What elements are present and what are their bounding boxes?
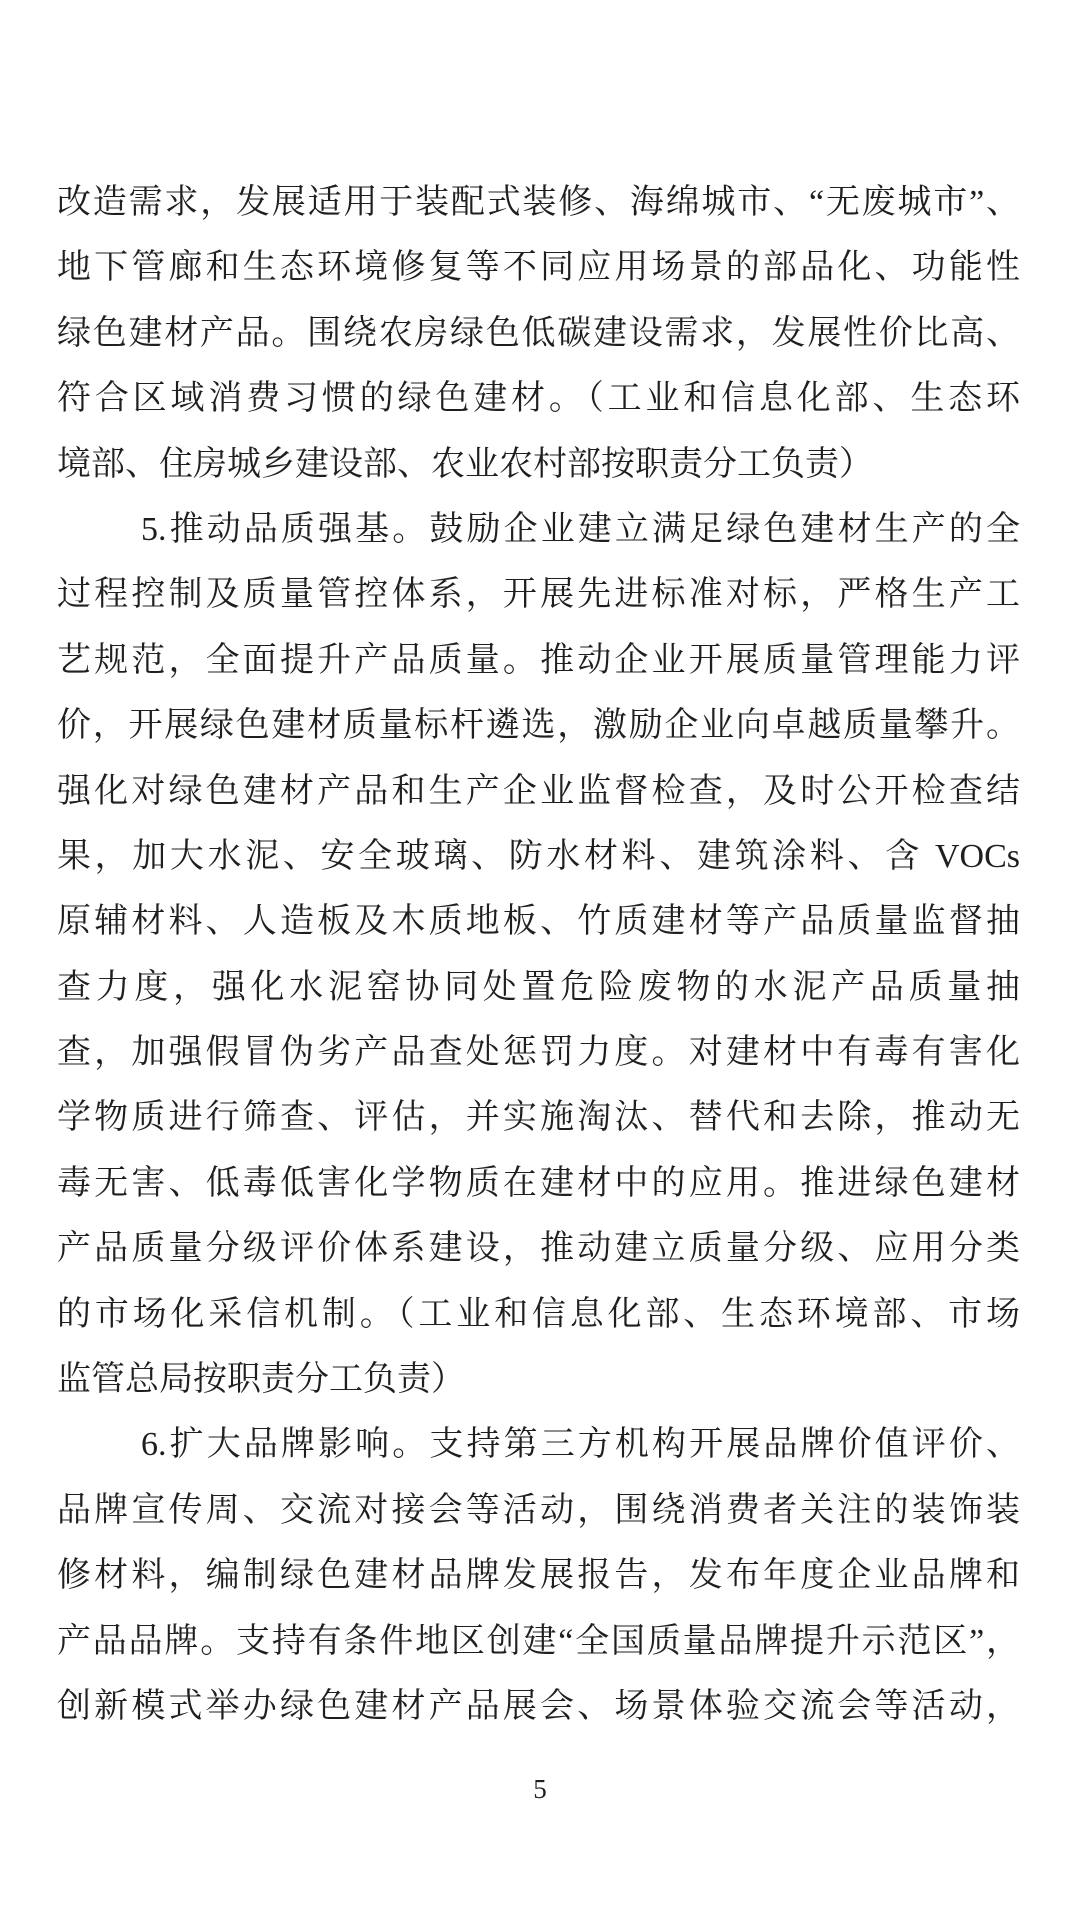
- text-line: 修材料，编制绿色建材品牌发展报告，发布年度企业品牌和: [57, 1557, 1020, 1595]
- text-line: 产品品牌。支持有条件地区创建“全国质量品牌提升示范区”，: [57, 1622, 1020, 1660]
- text-line: 查，加强假冒伪劣产品查处惩罚力度。对建材中有毒有害化: [57, 1034, 1020, 1072]
- text-line: 创新模式举办绿色建材产品展会、场景体验交流会等活动，: [57, 1687, 1020, 1725]
- page-number: 5: [533, 1774, 547, 1804]
- text-line: 品牌宣传周、交流对接会等活动，围绕消费者关注的装饰装: [57, 1491, 1020, 1529]
- text-line: 艺规范，全面提升产品质量。推动企业开展质量管理能力评: [57, 641, 1020, 679]
- text-line-item-6-start: 6.扩大品牌影响。支持第三方机构开展品牌价值评价、: [141, 1426, 1020, 1464]
- text-line: 果，加大水泥、安全玻璃、防水材料、建筑涂料、含 VOCs: [57, 837, 1020, 875]
- text-line: 的市场化采信机制。（工业和信息化部、生态环境部、市场: [57, 1295, 1020, 1333]
- text-line: 价，开展绿色建材质量标杆遴选，激励企业向卓越质量攀升。: [57, 707, 1020, 745]
- text-line: 境部、住房城乡建设部、农业农村部按职责分工负责）: [57, 445, 873, 483]
- text-line: 过程控制及质量管控体系，开展先进标准对标，严格生产工: [57, 576, 1020, 614]
- text-line: 绿色建材产品。围绕农房绿色低碳建设需求，发展性价比高、: [57, 314, 1020, 352]
- text-line: 地下管廊和生态环境修复等不同应用场景的部品化、功能性: [57, 249, 1020, 287]
- text-line: 改造需求，发展适用于装配式装修、海绵城市、“无废城市”、: [57, 184, 1020, 221]
- text-line: 强化对绿色建材产品和生产企业监督检查，及时公开检查结: [57, 772, 1020, 810]
- text-line: 查力度，强化水泥窑协同处置危险废物的水泥产品质量抽: [57, 968, 1020, 1006]
- text-line: 监管总局按职责分工负责）: [57, 1361, 465, 1399]
- text-line: 原辅材料、人造板及木质地板、竹质建材等产品质量监督抽: [57, 903, 1020, 941]
- document-body-text: [57, 170, 1020, 1739]
- text-line-item-5-start: 5.推动品质强基。鼓励企业建立满足绿色建材生产的全: [141, 510, 1020, 548]
- text-line: 符合区域消费习惯的绿色建材。（工业和信息化部、生态环: [57, 380, 1020, 418]
- text-line: 毒无害、低毒低害化学物质在建材中的应用。推进绿色建材: [57, 1164, 1020, 1202]
- text-line: 产品质量分级评价体系建设，推动建立质量分级、应用分类: [57, 1230, 1020, 1268]
- text-line: 学物质进行筛查、评估，并实施淘汰、替代和去除，推动无: [57, 1099, 1020, 1137]
